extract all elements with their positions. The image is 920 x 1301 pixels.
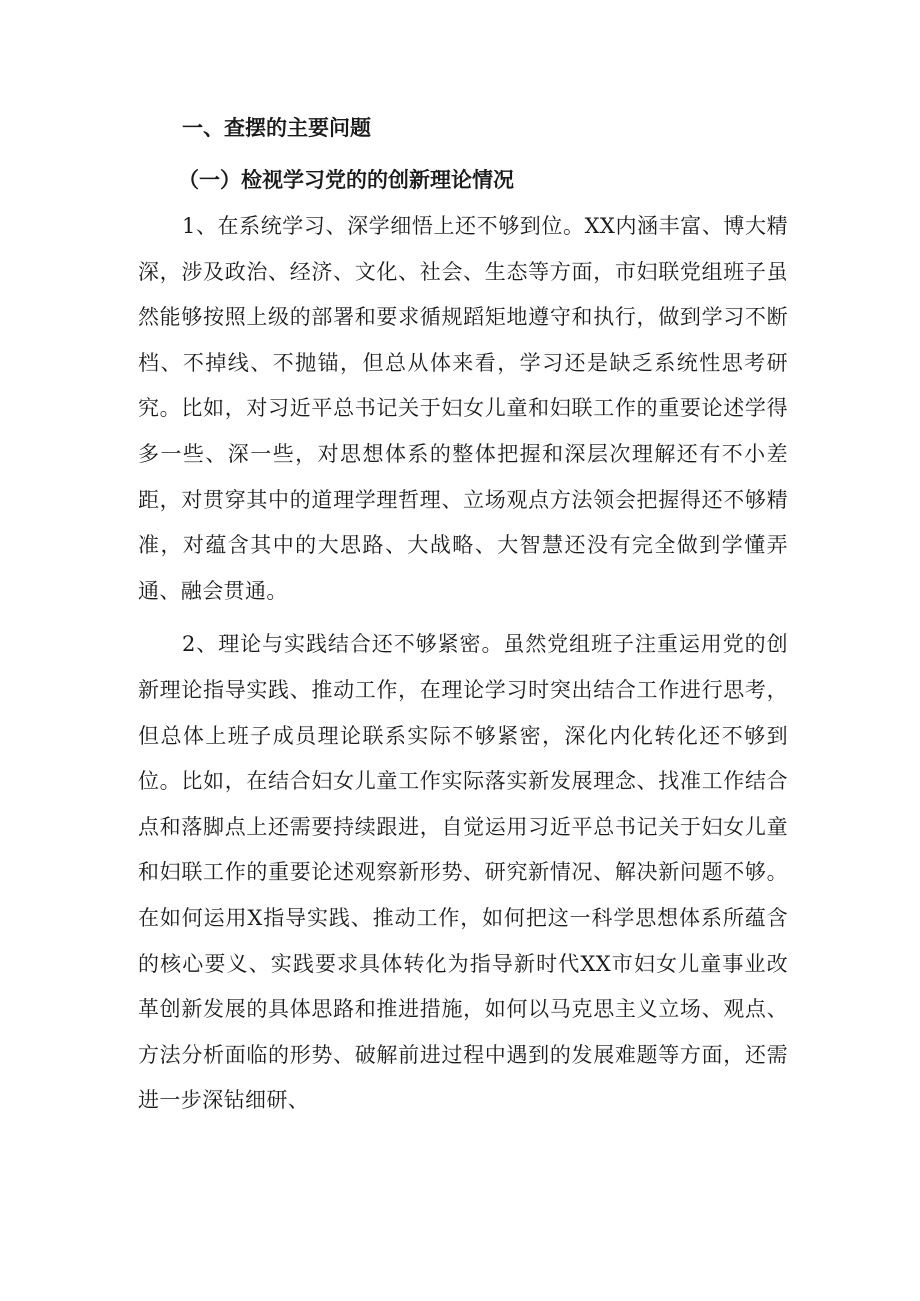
- subsection-heading: （一）检视学习党的的创新理论情况: [178, 168, 514, 192]
- section-heading: 一、查摆的主要问题: [182, 116, 371, 140]
- paragraph-2: 2、理论与实践结合还不够紧密。虽然党组班子注重运用党的创新理论指导实践、推动工作，在理论学习时突出结合工作进行思考，但总体上班子成员理论联系实际不够紧密，深化内化转化还不够到位。比如，在结合妇女儿童工作实际落实新发展理念、找准工作结合点和落脚点上还需要持续跟进，自觉运用习近平总书记关于妇女儿童和妇联工作的重要论述观察新形势、研究新情况、解决新问题不够。在如何运用X指导实践、推动工作，如何把这一科学思想体系所蕴含的核心要义、实践要求具体转化为指导新时代XX市妇女儿童事业改革创新发展的具体思路和推进措施，如何以马克思主义立场、观点、方法分析面临的形势、破解前进过程中遇到的发展难题等方面，还需进一步深钻细研、: [138, 632, 788, 1113]
- paragraph-1: 1、在系统学习、深学细悟上还不够到位。XX内涵丰富、博大精深，涉及政治、经济、文化、社会、生态等方面，市妇联党组班子虽然能够按照上级的部署和要求循规蹈矩地遵守和执行，做到学习不断档、不掉线、不抛锚，但总从体来看，学习还是缺乏系统性思考研究。比如，对习近平总书记关于妇女儿童和妇联工作的重要论述学得多一些、深一些，对思想体系的整体把握和深层次理解还有不小差距，对贯穿其中的道理学理哲理、立场观点方法领会把握得还不够精准，对蕴含其中的大思路、大战略、大智慧还没有完全做到学懂弄通、融会贯通。: [138, 214, 788, 603]
- document-body: [138, 114, 788, 1132]
